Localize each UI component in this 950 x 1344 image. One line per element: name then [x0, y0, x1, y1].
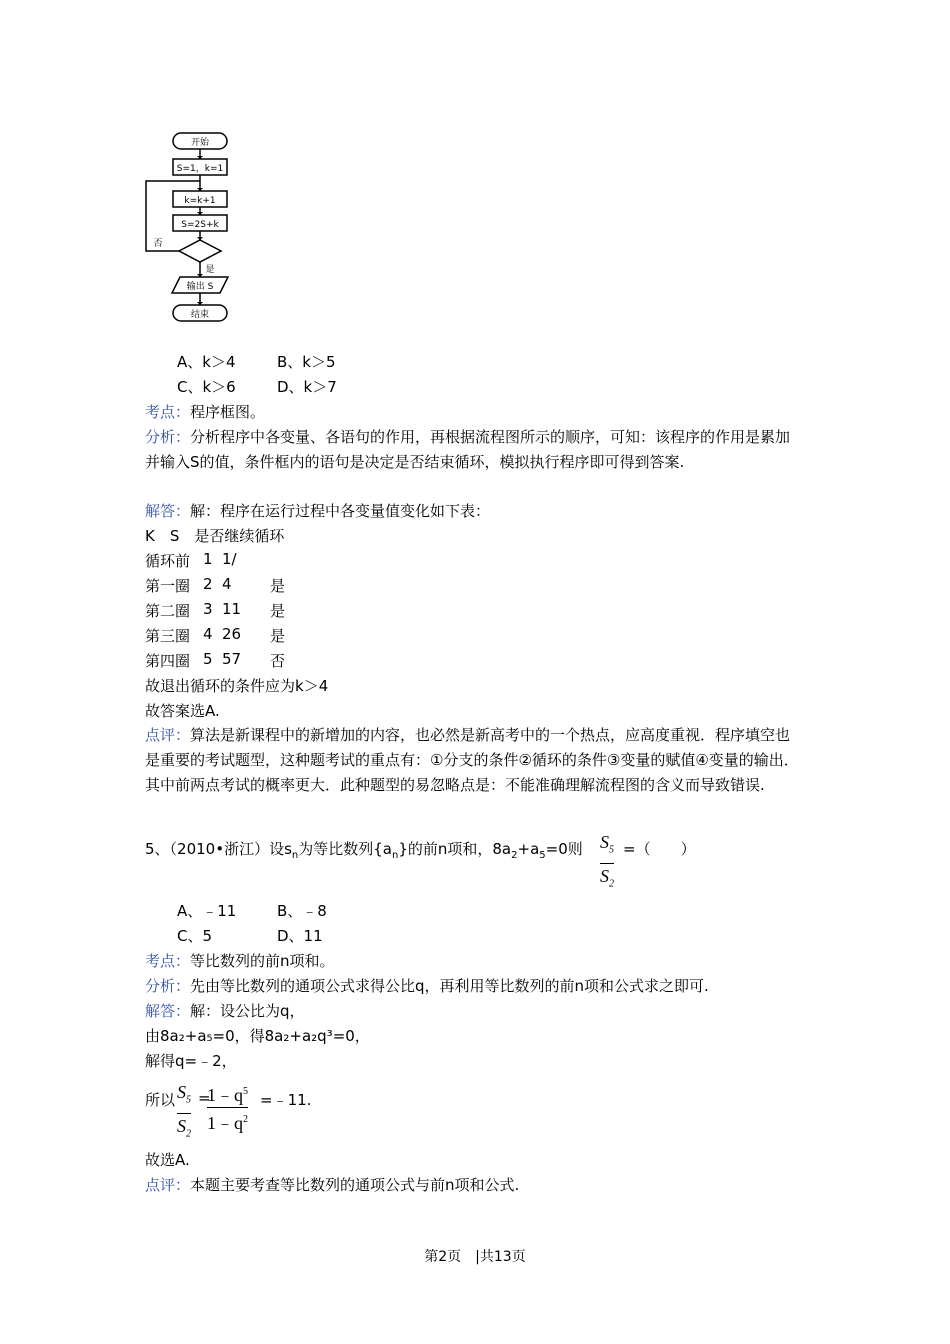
q5-option-b: B、﹣8 — [277, 902, 327, 920]
flowchart — [140, 128, 250, 328]
q5-stem-sub-5: 5 — [539, 850, 546, 861]
row-k: 3 — [203, 600, 213, 618]
q5-line-b: 解得q=﹣2， — [145, 1052, 237, 1070]
expr-den: 1﹣q — [207, 1113, 243, 1133]
frac-den-sub: 2 — [609, 878, 614, 890]
row-s: 26 — [222, 625, 242, 643]
q5-fenxi — [145, 975, 709, 996]
row-cont: 是 — [270, 602, 286, 620]
q4-table-header: K S 是否继续循环 — [145, 527, 285, 545]
expr-num: 1﹣q — [207, 1085, 243, 1105]
q5-stem-sub-n2: n — [391, 850, 399, 861]
q5-kaodian — [145, 950, 335, 971]
q4-dianping-text: 算法是新课程中的新增加的内容，也必然是新高考中的一个热点，应高度重视．程序填空也是重要的考试题型，这种题考试的重点有：①分支的条件②循环的条件③变量的赋值④变量的输出．其中前两点考试的概率更大．此种题型的易忽略点是：不能准确理解流程图的含义而导致错误. — [145, 726, 799, 794]
row-cont: 是 — [270, 577, 286, 595]
q5-dianping-label: 点评： — [145, 1176, 191, 1194]
row-name: 第二圈 — [145, 602, 191, 620]
page-footer: 第2页 |共13页 — [424, 1249, 526, 1265]
flow-init: S=1，k=1 — [176, 164, 224, 174]
q5-kaodian-label: 考点： — [145, 952, 191, 970]
q4-fenxi — [145, 425, 805, 475]
q5-ratio-fraction — [177, 1082, 191, 1144]
q5-stem-prefix: 5、（2010•浙江）设s — [145, 840, 292, 858]
q5-fenxi-text: 先由等比数列的通项公式求得公比q，再利用等比数列的前n项和公式求之即可. — [190, 977, 709, 995]
q4-jieda-text: 解：程序在运行过程中各变量值变化如下表： — [190, 502, 491, 520]
flow-yes: 是 — [205, 265, 215, 275]
q5-option-d: D、11 — [277, 927, 323, 945]
q5-stem-mid: 为等比数列{a — [298, 840, 392, 858]
q5-fenxi-label: 分析： — [145, 977, 191, 995]
q4-dianping — [145, 723, 805, 797]
q5-line-c-prefix: 所以 — [145, 1091, 176, 1109]
q4-jieda — [145, 500, 490, 521]
frac-num: S — [600, 832, 609, 852]
row-s: 11 — [222, 600, 242, 618]
row-s: 57 — [222, 650, 242, 668]
q4-conclusion-1: 故退出循环的条件应为k＞4 — [145, 677, 329, 695]
q5-stem — [145, 838, 583, 861]
table-row — [145, 600, 286, 621]
q5-dianping — [145, 1174, 519, 1195]
q5-jieda — [145, 1000, 305, 1021]
flow-end: 结束 — [190, 310, 210, 320]
frac-den: S — [600, 865, 609, 886]
table-row — [145, 550, 237, 571]
row-cont: 是 — [270, 627, 286, 645]
q4-option-b: B、k＞5 — [277, 353, 336, 371]
row-k: 5 — [203, 650, 213, 668]
frac-den: S — [177, 1115, 186, 1136]
q5-stem-sub-2: 2 — [511, 850, 518, 861]
row-cont: 否 — [270, 652, 286, 670]
q5-stem-plus: +a — [517, 840, 540, 858]
row-name: 第一圈 — [145, 577, 191, 595]
row-s: 4 — [222, 575, 232, 593]
q5-option-c: C、5 — [177, 927, 213, 945]
q5-jieda-text: 解：设公比为q， — [190, 1002, 305, 1020]
row-name: 第四圈 — [145, 652, 191, 670]
frac-num: S — [177, 1082, 186, 1102]
flow-no: 否 — [153, 239, 163, 249]
q5-expr-fraction — [207, 1082, 248, 1133]
q5-dianping-text: 本题主要考查等比数列的通项公式与前n项和公式. — [190, 1176, 520, 1194]
frac-num-sub: 5 — [609, 844, 614, 856]
table-row — [145, 575, 286, 596]
q4-jieda-label: 解答： — [145, 502, 191, 520]
q5-stem-end: =0则 — [545, 840, 583, 858]
flow-output: 输出 S — [186, 282, 214, 292]
q5-kaodian-text: 等比数列的前n项和。 — [190, 952, 335, 970]
row-k: 2 — [203, 575, 213, 593]
row-name: 第三圈 — [145, 627, 191, 645]
q5-stem-sub-n: n — [291, 850, 299, 861]
table-row — [145, 625, 286, 646]
expr-num-sup: 5 — [243, 1086, 248, 1097]
q5-line-a: 由8a₂+a₅=0，得8a₂+a₂q³=0， — [145, 1027, 370, 1045]
row-s: 1/ — [222, 550, 237, 568]
q4-option-a: A、k＞4 — [177, 353, 236, 371]
q4-kaodian — [145, 401, 265, 422]
q5-stem-mid2: }的前n项和，8a — [398, 840, 512, 858]
row-k: 1 — [203, 550, 213, 568]
q5-stem-tail: =（ ） — [623, 840, 696, 858]
flow-inc: k=k+1 — [184, 196, 216, 206]
q4-option-d: D、k＞7 — [277, 378, 337, 396]
q5-line-c-eq: = — [198, 1089, 211, 1107]
q4-fenxi-text: 分析程序中各变量、各语句的作用，再根据流程图所示的顺序，可知：该程序的作用是累加并输入S的值，条件框内的语句是决定是否结束循环，模拟执行程序即可得到答案. — [145, 428, 791, 471]
q5-line-c-result: =﹣11. — [260, 1091, 312, 1109]
q4-option-c: C、k＞6 — [177, 378, 236, 396]
table-row — [145, 650, 286, 671]
q5-line-d: 故选A. — [145, 1151, 190, 1169]
q4-dianping-label: 点评： — [145, 726, 191, 744]
flow-start: 开始 — [190, 138, 210, 148]
q4-kaodian-text: 程序框图。 — [190, 403, 266, 421]
flow-update: S=2S+k — [181, 220, 219, 230]
q5-stem-fraction — [600, 832, 614, 894]
q4-kaodian-label: 考点： — [145, 403, 191, 421]
q4-fenxi-label: 分析： — [145, 428, 191, 446]
row-name: 循环前 — [145, 552, 191, 570]
frac-den-sub: 2 — [186, 1128, 191, 1140]
q5-jieda-label: 解答： — [145, 1002, 191, 1020]
q4-conclusion-2: 故答案选A. — [145, 702, 220, 720]
frac-num-sub: 5 — [186, 1094, 191, 1106]
expr-den-sup: 2 — [243, 1114, 248, 1125]
q5-option-a: A、﹣11 — [177, 902, 237, 920]
row-k: 4 — [203, 625, 213, 643]
